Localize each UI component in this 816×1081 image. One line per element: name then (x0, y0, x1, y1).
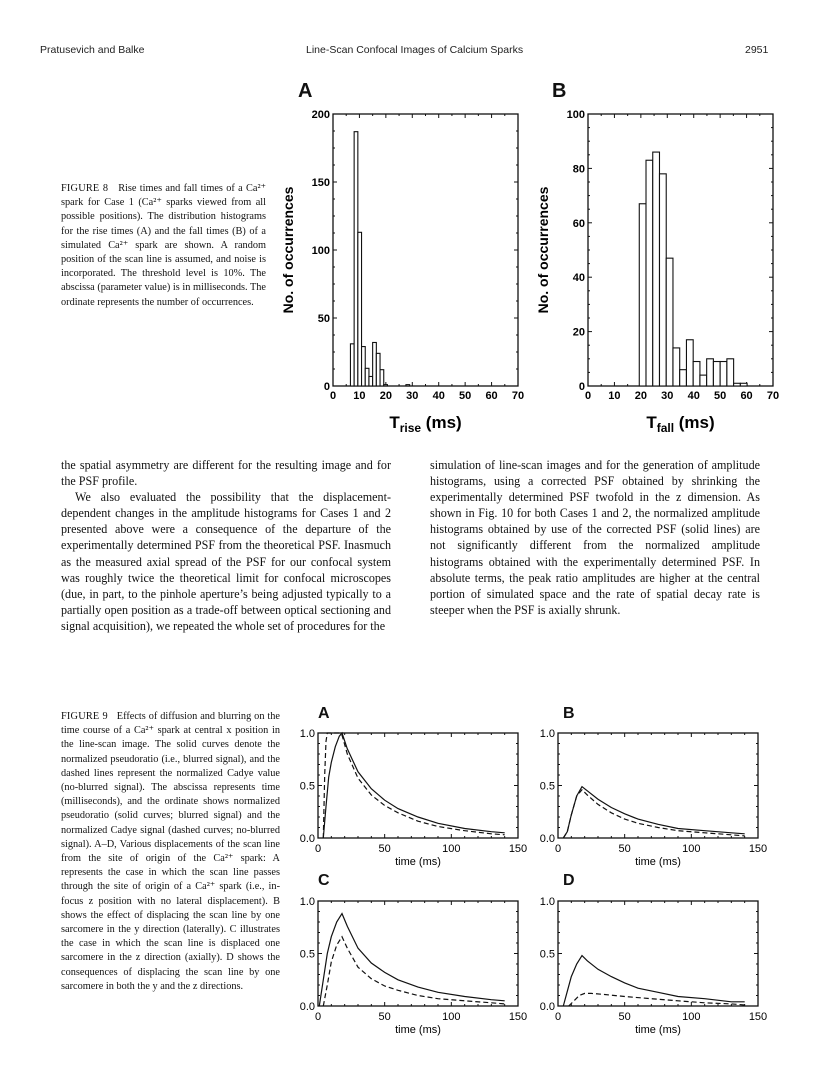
x-tick-label: 50 (714, 390, 727, 402)
y-tick-label: 0.0 (539, 1001, 555, 1013)
histogram-bar (380, 370, 384, 386)
x-axis-label: time (ms) (635, 856, 681, 868)
histogram-bar (693, 362, 700, 386)
x-tick-label: 50 (618, 843, 631, 855)
x-tick-label: 100 (442, 843, 461, 855)
y-tick-label: 20 (572, 326, 585, 339)
plot-frame (318, 901, 518, 1006)
x-tick-label: 150 (748, 843, 768, 855)
figure8-caption-text: Rise times and fall times of a Ca²⁺ spark for Case 1 (Ca²⁺ sparks viewed from all possible positions). The distribution histograms for the rise times (A) and the fall times (B) of a simulated Ca²⁺ spark are shown. A random position of the scan line is assumed, and noise is incorporated. The threshold level is 10%. The abscissa (parameter value) is in milliseconds. The ordinate represents the number of occurrences. (61, 183, 266, 308)
y-tick-label: 0 (323, 381, 330, 393)
dashed-curve (323, 733, 504, 838)
x-tick-label: 100 (442, 1011, 461, 1023)
x-axis-label: $T_{fall}$ (ms) (646, 413, 715, 435)
x-tick-label: 0 (554, 843, 562, 855)
x-axis-label: time (ms) (395, 856, 441, 868)
histogram-bar (659, 174, 666, 386)
running-header-title: Line-Scan Confocal Images of Calcium Sparks (306, 44, 524, 56)
histogram-bar (727, 359, 734, 386)
histogram-bar (700, 375, 707, 386)
x-tick-label: 0 (314, 843, 322, 855)
x-tick-label: 30 (661, 390, 674, 402)
histogram-bar (406, 385, 410, 386)
y-tick-label: 0.5 (299, 948, 315, 961)
x-tick-label: 0 (314, 1011, 322, 1023)
histogram-bar (365, 368, 369, 386)
solid-curve (319, 914, 504, 1006)
histogram-bar (673, 348, 680, 386)
dashed-curve (323, 937, 504, 1006)
y-tick-label: 60 (572, 217, 585, 230)
histogram-bar (369, 376, 373, 386)
x-tick-label: 10 (608, 390, 621, 402)
figure8b-fall-time-histogram (525, 100, 795, 440)
histogram-bar (373, 342, 377, 386)
body-right-paragraph-1: simulation of line-scan images and for the generation of amplitude histograms, using a corrected PSF obtained by shrinking the experimentally determined PSF twofold in the z dimension. As shown in Fig. 10 for both Cases 1 and 2, the normalized amplitude histograms obtained by use of the corrected PSF (solid lines) are not significantly different from the normalized amplitude histograms obtained with the experimentally determined PSF. In absolute terms, the peak ratio amplitudes are higher at the central portion of simulated space and the rate of spatial decay rate is steeper when the PSF is axially shrunk. (430, 458, 760, 617)
x-tick-label: 150 (508, 1011, 528, 1023)
x-tick-label: 0 (329, 390, 337, 402)
page-number: 2951 (745, 44, 769, 56)
x-tick-label: 0 (554, 1011, 562, 1023)
x-tick-label: 150 (748, 1011, 768, 1023)
x-tick-label: 40 (432, 390, 445, 402)
running-header-authors: Pratusevich and Balke (40, 44, 145, 56)
y-tick-label: 0.5 (299, 780, 315, 793)
histogram-bar (362, 347, 366, 386)
x-tick-label: 20 (634, 390, 647, 402)
y-tick-label: 1.0 (299, 728, 315, 740)
y-tick-label: 1.0 (539, 728, 555, 740)
y-tick-label: 80 (572, 163, 585, 176)
histogram-bar (358, 232, 362, 386)
histogram-bar (653, 152, 660, 386)
body-left-column (61, 457, 391, 634)
figure8-caption-label: FIGURE 8 (61, 183, 109, 194)
histogram-bar (680, 370, 687, 386)
histogram-bar (666, 258, 673, 386)
histogram-bar (354, 132, 358, 386)
solid-curve (563, 787, 744, 838)
x-tick-label: 20 (379, 390, 392, 402)
histogram-bar (713, 362, 720, 386)
figure9d-time-course-plot (525, 893, 775, 1038)
x-axis-label: time (ms) (395, 1024, 441, 1036)
figure9-caption-text: Effects of diffusion and blurring on the time course of a Ca²⁺ spark at central x position in the line-scan image. The solid curves denote the normalized pseudoratio (i.e., blurred signal), and the dashed lines represent the normalized Cadye value (no-blurred signal). The abscissa represents time (milliseconds), and the ordinate shows normalized pseudoratio (solid curves; blurred signal) and the normalized Cadye signal (dashed curves; no-blurred signal). A–D, Various displacements of the scan line from the site of origin of the Ca²⁺ spark: A represents the case in which the scan line passes through the site of origin of a Ca²⁺ spark (i.e., in-focus z position with no lateral displacement). B shows the effect of displacing the scan line by one sarcomere in the y direction (laterally). C illustrates the case in which the scan line is displaced one sarcomere in the z direction (axially). D shows the consequences of displacing the scan line by one sarcomere in both the y and the z directions. (61, 711, 281, 992)
plot-frame (558, 901, 758, 1006)
histogram-bar (384, 385, 388, 386)
y-tick-label: 0.0 (299, 1001, 315, 1013)
y-axis-label: No. of occurrences (280, 186, 296, 314)
histogram-bar (707, 359, 714, 386)
solid-curve (323, 733, 504, 838)
y-tick-label: 0 (578, 381, 585, 393)
x-axis-label: $T_{rise}$ (ms) (389, 413, 462, 435)
x-tick-label: 40 (687, 390, 700, 402)
figure9b-time-course-plot (525, 725, 775, 870)
figure9-caption (61, 710, 280, 994)
x-tick-label: 0 (584, 390, 592, 402)
plot-frame (588, 114, 773, 386)
y-tick-label: 40 (572, 272, 585, 285)
x-tick-label: 150 (508, 843, 528, 855)
body-right-column (430, 457, 760, 618)
x-tick-label: 70 (511, 390, 525, 402)
histogram-bar (639, 204, 646, 386)
dashed-curve (563, 790, 744, 838)
plot-frame (318, 733, 518, 838)
y-tick-label: 100 (566, 109, 585, 121)
figure9-caption-label: FIGURE 9 (61, 711, 108, 722)
y-tick-label: 0.0 (299, 833, 315, 845)
x-tick-label: 70 (766, 390, 780, 402)
x-tick-label: 100 (682, 843, 701, 855)
y-tick-label: 0.0 (539, 833, 555, 845)
histogram-bar (686, 340, 693, 386)
figure8-panel-a-letter: A (298, 80, 313, 102)
plot-frame (558, 733, 758, 838)
figure9-panel-d-letter: D (563, 872, 575, 889)
x-tick-label: 50 (618, 1011, 631, 1023)
figure8-panel-b-letter: B (552, 80, 567, 102)
x-tick-label: 60 (485, 390, 498, 402)
body-left-paragraph-2: We also evaluated the possibility that the displacement-dependent changes in the amplitude histograms for Cases 1 and 2 presented above were a consequence of the departure of the experimentally determined PSF from the theoretical PSF. Inasmuch as the measured axial spread of the PSF for our confocal system was roughly twice the theoretical limit for confocal microscopes (due, in part, to the pinhole aperture’s being adjusted typically to a partially open position as a trade-off between optical sectioning and signal acquisition), we repeated the whole set of procedures for the (61, 490, 391, 633)
histogram-bar (734, 383, 741, 386)
y-axis-label: No. of occurrences (535, 186, 551, 314)
figure9-panel-c-letter: C (318, 872, 330, 889)
histogram-bar (740, 383, 747, 386)
x-tick-label: 10 (353, 390, 366, 402)
y-tick-label: 50 (317, 313, 330, 325)
y-tick-label: 0.5 (539, 948, 555, 961)
y-tick-label: 0.5 (539, 780, 555, 793)
x-axis-label: time (ms) (635, 1024, 681, 1036)
x-tick-label: 100 (682, 1011, 701, 1023)
body-left-paragraph-1: the spatial asymmetry are different for the resulting image and for the PSF profile. (61, 458, 391, 489)
histogram-bar (350, 344, 354, 386)
y-tick-label: 100 (311, 245, 330, 257)
x-tick-label: 50 (459, 390, 472, 402)
x-tick-label: 30 (406, 390, 419, 402)
figure9a-time-course-plot (285, 725, 530, 870)
y-tick-label: 150 (311, 177, 330, 189)
figure8a-rise-time-histogram (270, 100, 540, 440)
figure9c-time-course-plot (285, 893, 530, 1038)
y-tick-label: 1.0 (539, 896, 555, 908)
x-tick-label: 50 (378, 1011, 391, 1023)
x-tick-label: 50 (378, 843, 391, 855)
histogram-bar (376, 353, 380, 386)
histogram-bar (646, 160, 653, 386)
figure9-panel-a-letter: A (318, 705, 330, 722)
figure8-caption (61, 182, 266, 310)
figure9-panel-b-letter: B (563, 705, 575, 722)
y-tick-label: 1.0 (299, 896, 315, 908)
y-tick-label: 200 (311, 109, 330, 121)
x-tick-label: 60 (740, 390, 753, 402)
histogram-bar (720, 362, 727, 386)
